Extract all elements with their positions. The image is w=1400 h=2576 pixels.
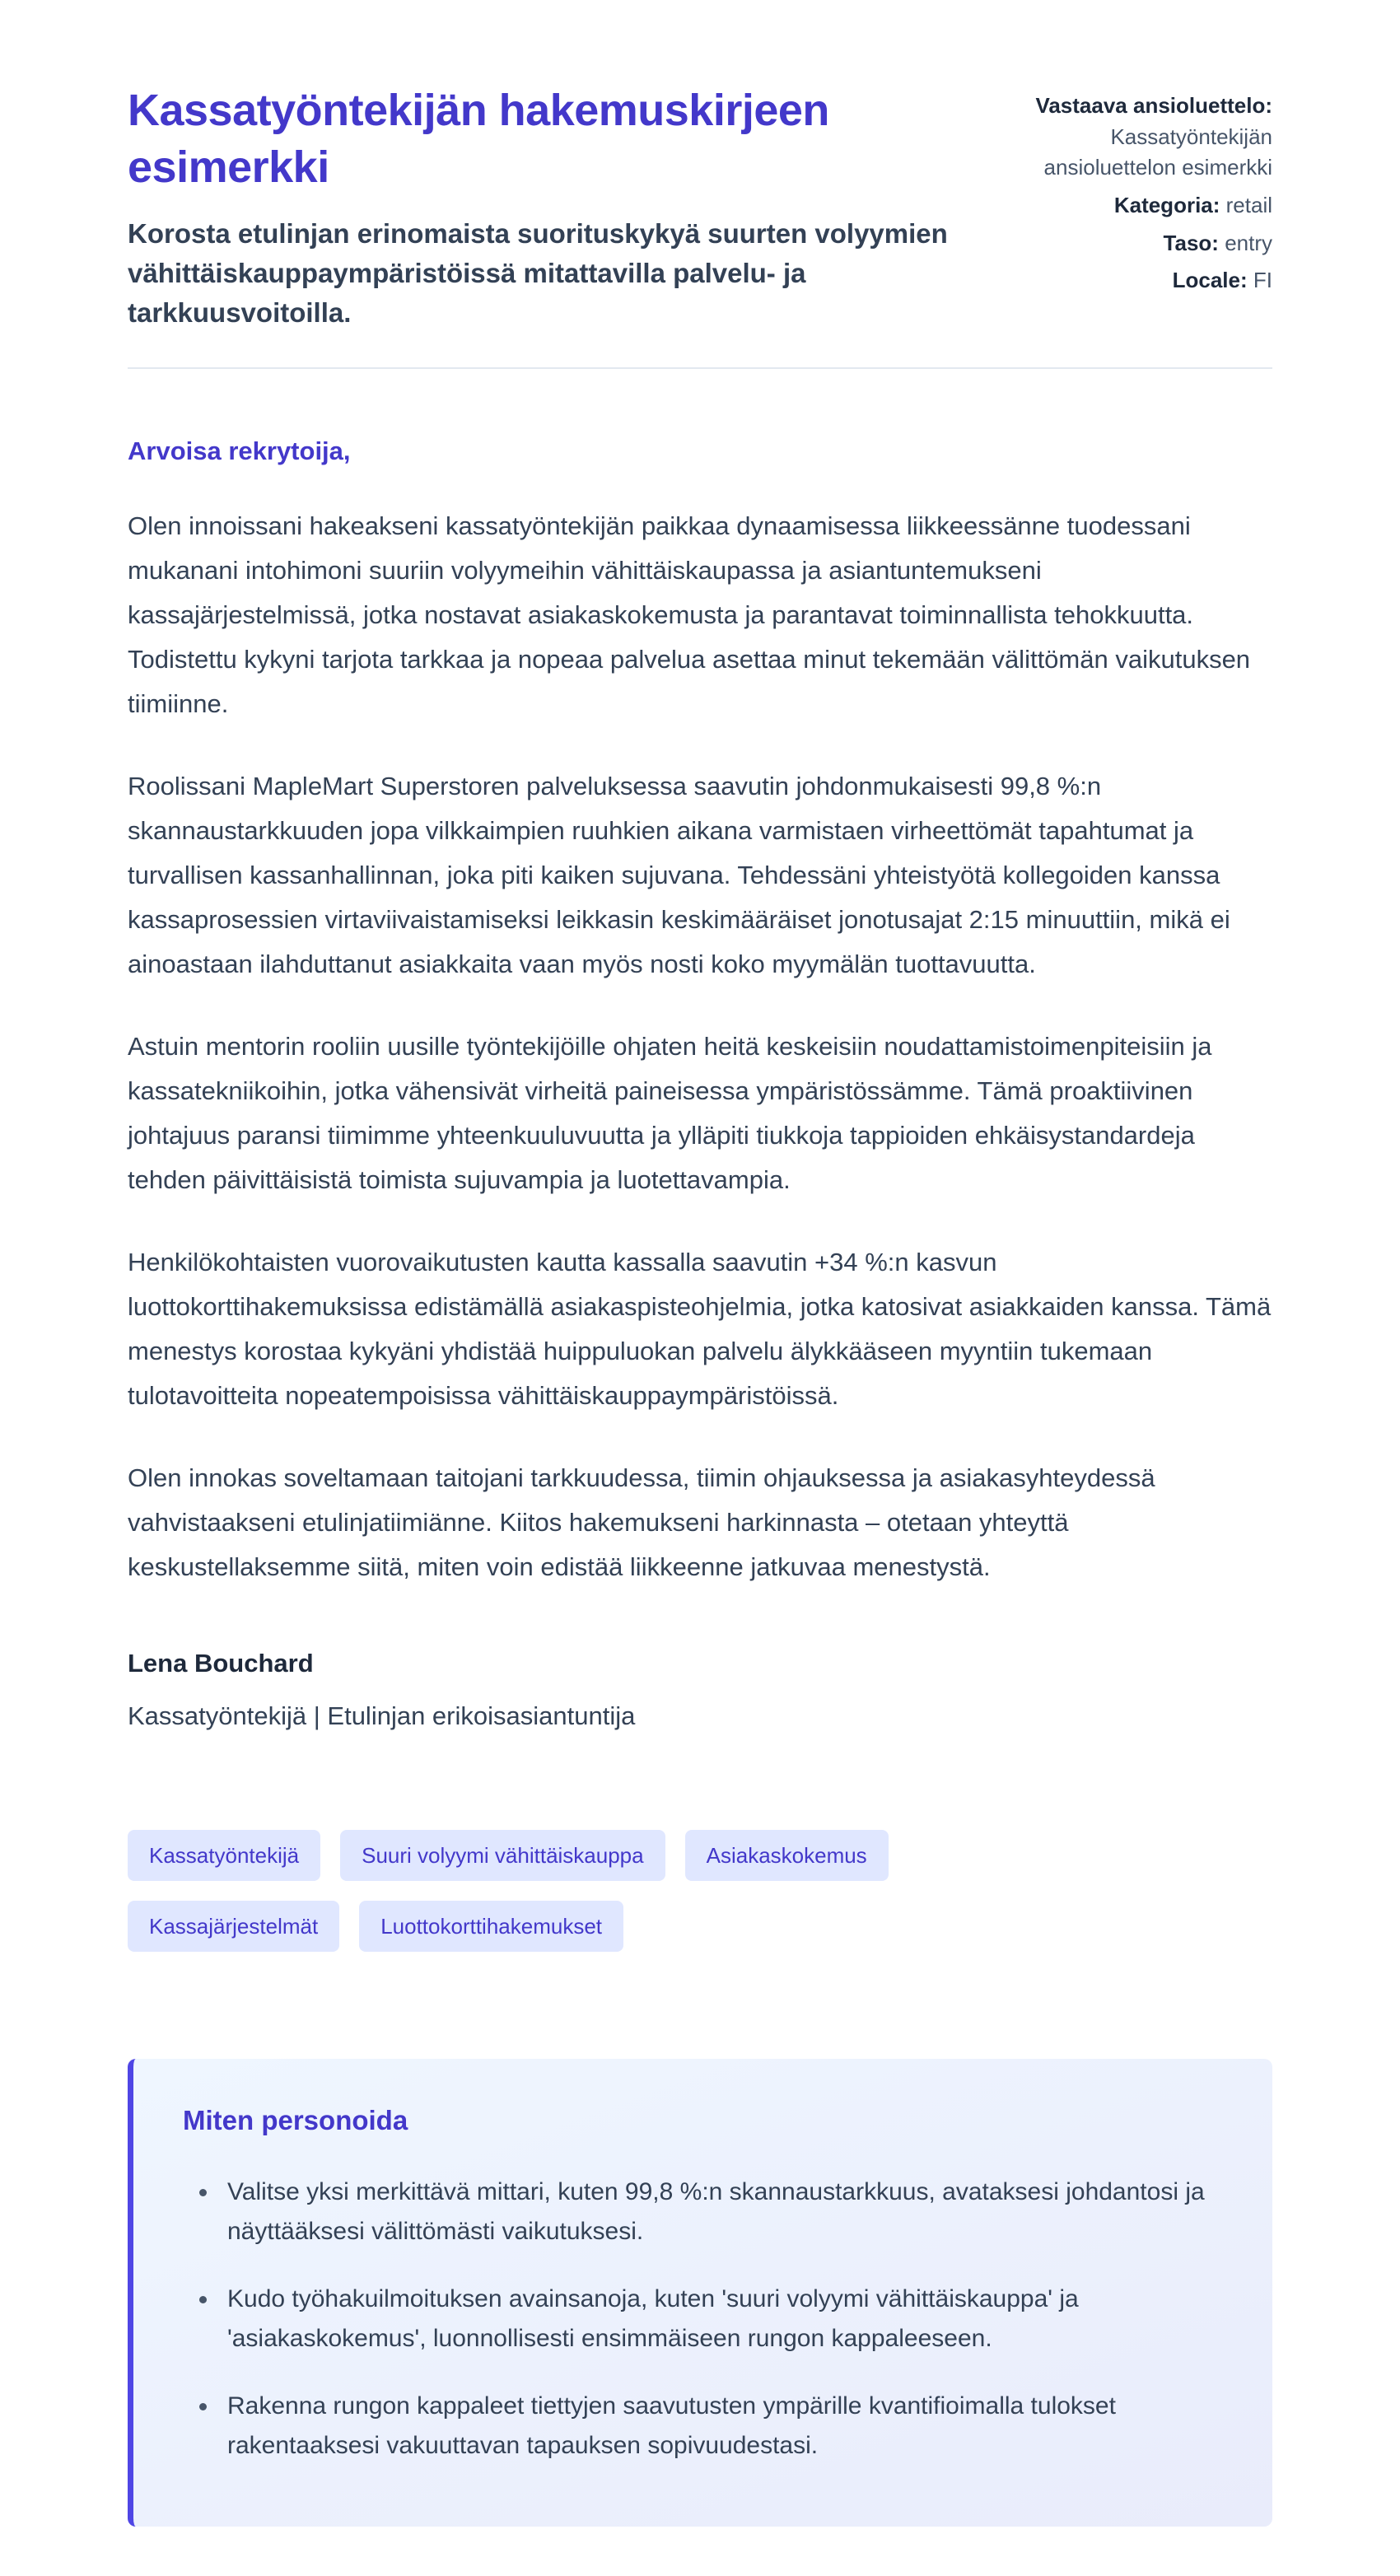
meta-panel <box>1013 82 1272 303</box>
cover-letter-body <box>128 436 1272 1731</box>
tag-cashier[interactable]: Kassatyöntekijä <box>128 1830 320 1881</box>
tag-list <box>128 1830 1116 1952</box>
letter-paragraph-5: Olen innokas soveltamaan taitojani tarkkuudessa, tiimin ohjauksessa ja asiakasyhteydessä vahvistaakseni etulinjatiimiänne. Kiitos hakemukseni harkinnasta – otetaan yhteyttä keskustellaksemme siitä, miten voin edistää liikkeenne jatkuvaa menestystä. <box>128 1463 1155 1581</box>
header-left <box>128 82 964 333</box>
tip-item-3: • Rakenna rungon kappaleet tiettyjen saavutusten ympärille kvantifioimalla tulokset rakentaaksesi vakuuttavan tapauksen sopivuudestasi. <box>219 2387 1223 2466</box>
meta-label-level: Taso: <box>1163 230 1219 255</box>
meta-value-level: entry <box>1225 230 1272 255</box>
letter-paragraph-1: Olen innoissani hakeakseni kassatyöntekijän paikkaa dynaamisessa liikkeessänne tuodessani mukanani intohimoni suuriin volyymeihin vähittäiskaupassa ja asiantuntemukseni kassajärjestelmissä, jotka nostavat asiakaskokemusta ja parantavat toiminnallista tehokkuutta. Todistettu kykyni tarjota tarkkaa ja nopeaa palvelua asettaa minut tekemään välittömän vaikutuksen tiimiinne. <box>128 511 1251 718</box>
page-title: Kassatyöntekijän hakemuskirjeen esimerkki <box>128 86 829 193</box>
tag-pos-systems[interactable]: Kassajärjestelmät <box>128 1901 339 1952</box>
meta-value-locale: FI <box>1253 268 1272 293</box>
tag-credit-card-applications[interactable]: Luottokorttihakemukset <box>359 1901 623 1952</box>
tip-item-1: • Valitse yksi merkittävä mittari, kuten 99,8 %:n skannaustarkkuus, avataksesi johdantosi ja näyttääksesi välittömästi vaikutuksesi. <box>219 2172 1223 2252</box>
letter-paragraph-4: Henkilökohtaisten vuorovaikutusten kautta kassalla saavutin +34 %:n kasvun luottokorttihakemuksissa edistämällä asiakaspisteohjelmia, jotka katosivat asiakkaiden kanssa. Tämä menestys korostaa kykyäni yhdistää huippuluokan palvelu älykkääseen myyntiin tukemaan tulotavoitteita nopeatempoisissa vähittäiskauppaympäristöissä. <box>128 1247 1272 1410</box>
meta-value-category: retail <box>1225 193 1272 218</box>
signature-name: Lena Bouchard <box>128 1648 314 1678</box>
signature-title: Kassatyöntekijä | Etulinjan erikoisasiantuntija <box>128 1701 636 1730</box>
how-to-personalize-box <box>128 2059 1272 2527</box>
page-subtitle: Korosta etulinjan erinomaista suorituskykyä suurten volyymien vähittäiskauppaympäristöissä mitattavilla palvelu- ja tarkkuusvoitoilla. <box>128 218 948 328</box>
header <box>128 82 1272 333</box>
letter-paragraph-3: Astuin mentorin rooliin uusille työntekijöille ohjaten heitä keskeisiin noudattamistoimenpiteisiin ja kassatekniikoihin, jotka vähensivät virheitä paineisessa ympäristössämme. Tämä proaktiivinen johtajuus paransi tiimimme yhteenkuuluvuutta ja ylläpiti tiukkoja tappioiden ehkäisystandardeja tehden päivittäisistä toimista sujuvampia ja luotettavampia. <box>128 1031 1212 1194</box>
meta-label-category: Kategoria: <box>1113 193 1220 218</box>
meta-value-matching-resume: Kassatyöntekijän ansioluettelon esimerkki <box>1043 124 1272 180</box>
tag-customer-experience[interactable]: Asiakaskokemus <box>685 1830 889 1881</box>
tips-title: Miten personoida <box>183 2104 408 2135</box>
tips-list <box>183 2172 1223 2466</box>
letter-paragraph-2: Roolissani MapleMart Superstoren palveluksessa saavutin johdonmukaisesti 99,8 %:n skannaustarkkuuden jopa vilkkaimpien ruuhkien aikana varmistaen virheettömät tapahtumat ja turvallisen kassanhallinnan, joka piti kaiken sujuvana. Tehdessäni yhteistyötä kollegoiden kanssa kassaprosessien virtaviivaistamiseksi leikkasin keskimääräiset jonotusajat 2:15 minuuttiin, mikä ei ainoastaan ilahduttanut asiakkaita vaan myös nosti koko myymälän tuottavuutta. <box>128 771 1230 978</box>
meta-category <box>1013 190 1272 222</box>
meta-level <box>1013 228 1272 259</box>
meta-matching-resume <box>1013 91 1272 184</box>
meta-label-locale: Locale: <box>1172 268 1248 293</box>
salutation: Arvoisa rekrytoija, <box>128 436 351 465</box>
meta-label-matching-resume: Vastaava ansioluettelo: <box>1035 93 1272 118</box>
tag-high-volume-retail[interactable]: Suuri volyymi vähittäiskauppa <box>340 1830 665 1881</box>
tip-item-2: • Kudo työhakuilmoituksen avainsanoja, kuten 'suuri volyymi vähittäiskauppa' ja 'asiakaskokemus', luonnollisesti ensimmäiseen rungon kappaleeseen. <box>219 2280 1223 2359</box>
meta-locale <box>1013 265 1272 296</box>
header-divider <box>128 367 1272 369</box>
